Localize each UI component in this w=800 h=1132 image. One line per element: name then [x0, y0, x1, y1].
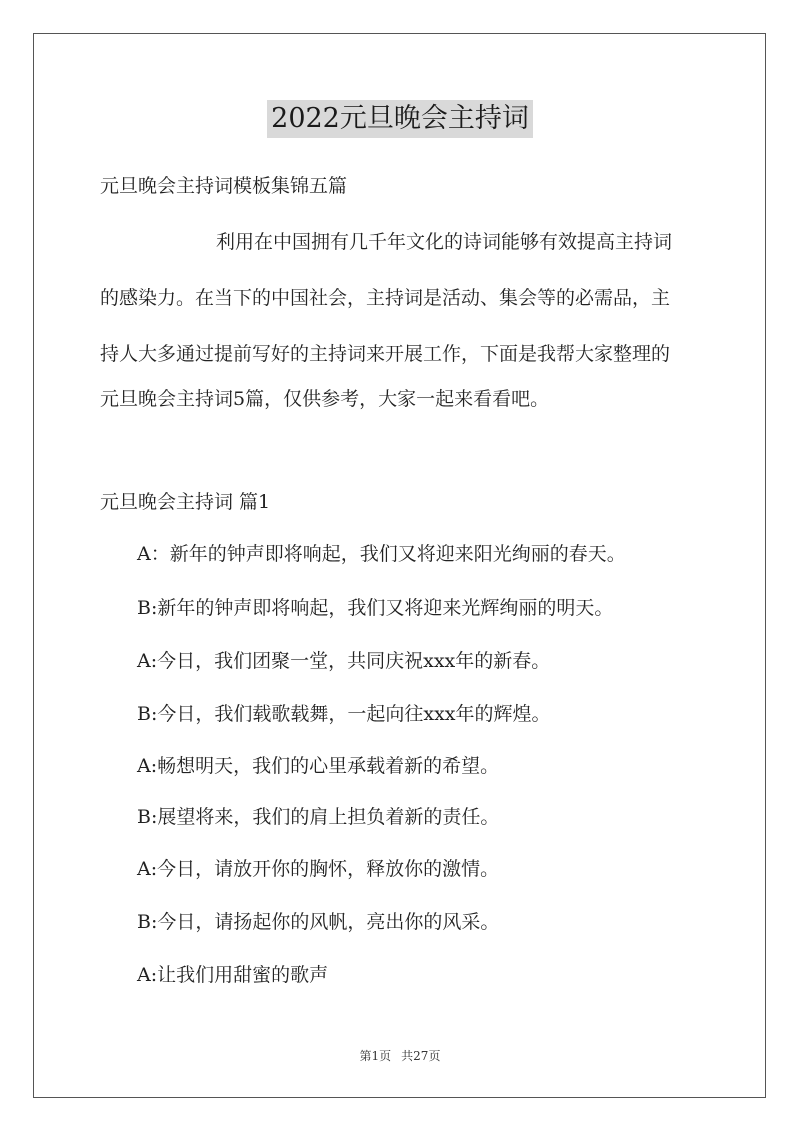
intro-line-1: 利用在中国拥有几千年文化的诗词能够有效提高主持词: [216, 231, 673, 253]
dialogue-line-7: A:今日，请放开你的胸怀，释放你的激情。: [137, 858, 500, 880]
intro-line-2: 的感染力。在当下的中国社会，主持词是活动、集会等的必需品，主: [100, 287, 671, 309]
dialogue-line-8: B:今日，请扬起你的风帆，亮出你的风采。: [137, 911, 500, 933]
document-title-container: [0, 100, 800, 138]
dialogue-line-5: A:畅想明天，我们的心里承载着新的希望。: [137, 755, 500, 777]
intro-line-3: 持人大多通过提前写好的主持词来开展工作，下面是我帮大家整理的: [100, 343, 671, 365]
document-subtitle: 元旦晚会主持词模板集锦五篇: [100, 175, 348, 197]
dialogue-line-1: A：新年的钟声即将响起，我们又将迎来阳光绚丽的春天。: [137, 543, 626, 565]
dialogue-line-2: B:新年的钟声即将响起，我们又将迎来光辉绚丽的明天。: [137, 597, 614, 619]
document-title: 2022元旦晚会主持词: [267, 100, 533, 138]
dialogue-line-4: B:今日，我们载歌载舞，一起向往xxx年的辉煌。: [137, 703, 551, 725]
page-footer: [0, 1048, 800, 1064]
section-heading: 元旦晚会主持词 篇1: [100, 491, 271, 513]
page-number: 第1页: [359, 1049, 392, 1063]
dialogue-line-9: A:让我们用甜蜜的歌声: [137, 964, 329, 986]
page-total: 共27页: [401, 1049, 441, 1063]
dialogue-line-3: A:今日，我们团聚一堂，共同庆祝xxx年的新春。: [137, 650, 551, 672]
intro-line-4: 元旦晚会主持词5篇，仅供参考，大家一起来看看吧。: [100, 388, 550, 410]
dialogue-line-6: B:展望将来，我们的肩上担负着新的责任。: [137, 806, 500, 828]
